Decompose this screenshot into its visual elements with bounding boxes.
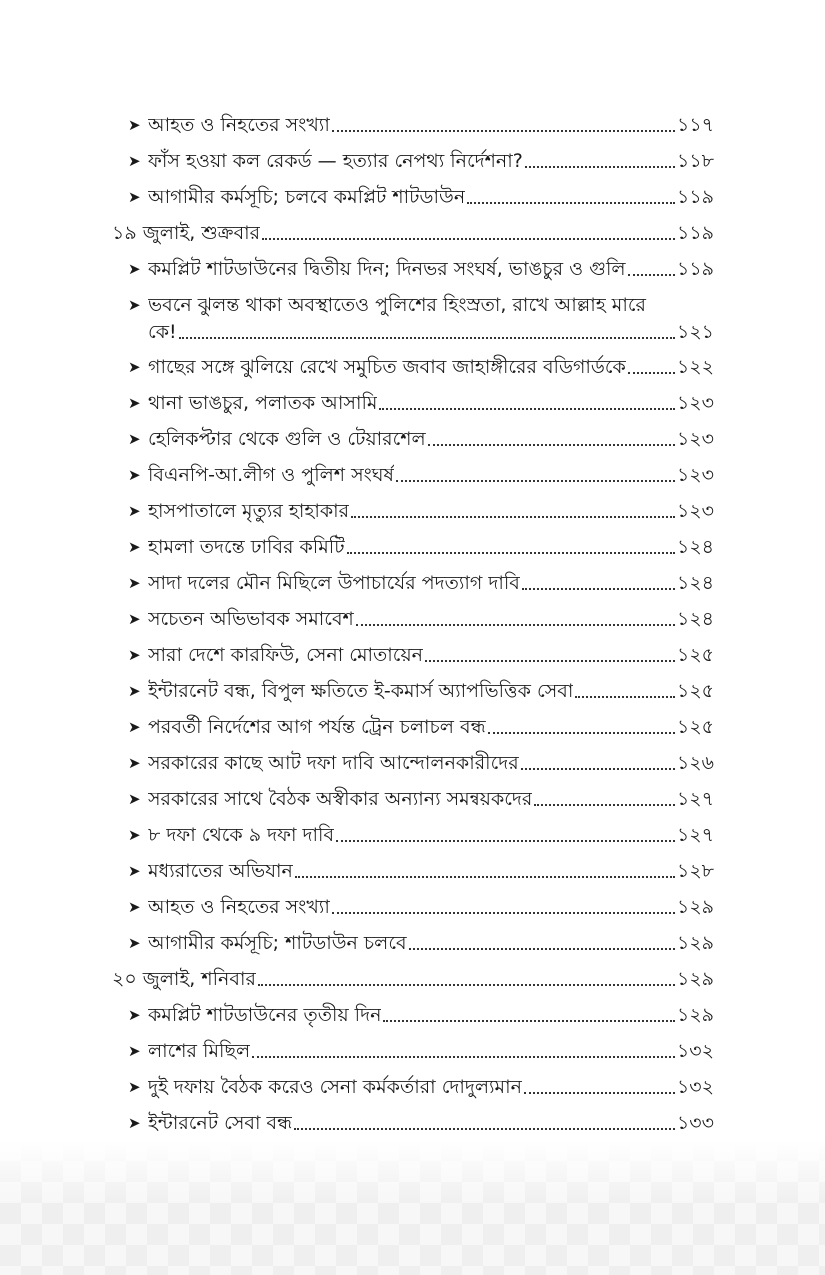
toc-page-number: ১১৮ [677, 150, 714, 172]
toc-entry-title: ৮ দফা থেকে ৯ দফা দাবি [148, 824, 335, 846]
dotted-leader [252, 1055, 675, 1058]
arrow-bullet-icon: ➤ [128, 898, 141, 916]
toc-entry [112, 498, 714, 525]
toc-entry-title: গাছের সঙ্গে ঝুলিয়ে রেখে সমুচিত জবাব জাহাঙ্গীরের বডিগার্ডকে [148, 356, 626, 378]
toc-entry [112, 642, 714, 669]
arrow-bullet-icon: ➤ [128, 502, 141, 520]
toc-page-number: ১২২ [676, 356, 714, 378]
toc-entry-title: সরকারের কাছে আট দফা দাবি আন্দোলনকারীদের [148, 752, 519, 774]
dotted-leader [522, 587, 675, 590]
dotted-leader [383, 1019, 675, 1022]
arrow-bullet-icon: ➤ [128, 862, 141, 880]
dotted-leader [262, 237, 675, 240]
toc-page-number: ১২৯ [676, 968, 714, 990]
toc-day-title: ২০ জুলাই, শনিবার [112, 968, 256, 990]
toc-entry-title: হামলা তদন্তে ঢাবির কমিটি [148, 536, 345, 558]
toc-entry-title: সাদা দলের মৌন মিছিলে উপাচার্যের পদত্যাগ দাবি [148, 572, 520, 594]
toc-page-number: ১২৫ [676, 716, 714, 738]
dotted-leader [628, 273, 675, 276]
dotted-leader [525, 165, 675, 168]
dotted-leader [258, 983, 675, 986]
arrow-bullet-icon: ➤ [128, 1114, 141, 1132]
toc-page-number: ১২৪ [676, 572, 714, 594]
toc-entry-title: ভবনে ঝুলন্ত থাকা অবস্থাতেও পুলিশের হিংস্রতা, রাখে আল্লাহ মারে [148, 294, 646, 316]
toc-entry-title: কমপ্লিট শাটডাউনের দ্বিতীয় দিন; দিনভর সংঘর্ষ, ভাঙচুর ও গুলি [148, 258, 626, 280]
toc-entry [112, 786, 714, 813]
toc-entry [112, 256, 714, 283]
dotted-leader [347, 551, 675, 554]
toc-page-number: ১৩২ [676, 1040, 714, 1062]
toc-page-number: ১২৫ [676, 680, 714, 702]
toc-entry-title: আহত ও নিহতের সংখ্যা [148, 114, 330, 136]
dotted-leader [336, 839, 675, 842]
toc-page-number: ১৩২ [676, 1076, 714, 1098]
toc-entry-title: হাসপাতালে মৃত্যুর হাহাকার [148, 500, 350, 522]
dotted-leader [396, 479, 675, 482]
dotted-leader [425, 659, 675, 662]
toc-entry [112, 462, 714, 489]
arrow-bullet-icon: ➤ [128, 188, 141, 206]
toc-page-number: ১২৩ [676, 464, 714, 486]
arrow-bullet-icon: ➤ [128, 394, 141, 412]
dotted-leader [524, 1091, 675, 1094]
toc-entry-title: লাশের মিছিল [148, 1040, 251, 1062]
toc-page-number: ১২৭ [676, 788, 714, 810]
arrow-bullet-icon: ➤ [128, 610, 141, 628]
arrow-bullet-icon: ➤ [128, 296, 141, 314]
toc-entry-title: সচেতন অভিভাবক সমাবেশ [148, 608, 354, 630]
arrow-bullet-icon: ➤ [128, 260, 141, 278]
dotted-leader [488, 731, 675, 734]
toc-page-number: ১১৯ [677, 186, 714, 208]
toc-entry-title: হেলিকপ্টার থেকে গুলি ও টেয়ারশেল [148, 428, 426, 450]
arrow-bullet-icon: ➤ [128, 538, 141, 556]
toc-entry [112, 112, 714, 139]
toc-entry [112, 894, 714, 921]
dotted-leader [521, 767, 675, 770]
arrow-bullet-icon: ➤ [128, 718, 141, 736]
toc-entry-title: পরবর্তী নির্দেশের আগ পর্যন্ত ট্রেন চলাচল বন্ধ [148, 716, 486, 738]
arrow-bullet-icon: ➤ [128, 116, 141, 134]
dotted-leader [379, 407, 675, 410]
toc-entry-title: ইন্টারনেট বন্ধ, বিপুল ক্ষতিতে ই-কমার্স অ্যাপভিত্তিক সেবা [148, 680, 574, 702]
toc-entry-title: সারা দেশে কারফিউ, সেনা মোতায়েন [148, 644, 423, 666]
toc-page-number: ১২৬ [676, 752, 714, 774]
arrow-bullet-icon: ➤ [128, 1078, 141, 1096]
toc-entry [112, 292, 714, 346]
dotted-leader [332, 129, 675, 132]
arrow-bullet-icon: ➤ [128, 790, 141, 808]
toc-entry [112, 858, 714, 885]
dotted-leader [628, 371, 675, 374]
toc-entry-title-continued: কে! [148, 321, 177, 343]
toc-day-title: ১৯ জুলাই, শুক্রবার [112, 222, 261, 244]
arrow-bullet-icon: ➤ [128, 152, 141, 170]
dotted-leader [294, 1127, 675, 1130]
toc-page-number: ১২৮ [676, 860, 714, 882]
toc-entry [112, 822, 714, 849]
toc-entry [112, 570, 714, 597]
footer-pattern-fade [0, 1140, 825, 1205]
toc-page-number: ১২৩ [676, 392, 714, 414]
dotted-leader [351, 515, 675, 518]
toc-page-number: ১২৯ [676, 896, 714, 918]
toc-page-number: ১৩৩ [676, 1112, 714, 1134]
dotted-leader [409, 947, 675, 950]
arrow-bullet-icon: ➤ [128, 646, 141, 664]
toc-page-number: ১২৩ [676, 500, 714, 522]
toc-entry [112, 930, 714, 957]
toc-entry-title: থানা ভাঙচুর, পলাতক আসামি [148, 392, 378, 414]
arrow-bullet-icon: ➤ [128, 574, 141, 592]
toc-page-number: ১২১ [676, 321, 714, 343]
toc-entry-title: আগামীর কর্মসূচি; শাটডাউন চলবে [148, 932, 407, 954]
toc-page-number: ১১৯ [677, 222, 714, 244]
dotted-leader [356, 623, 675, 626]
toc-entry-title: কমপ্লিট শাটডাউনের তৃতীয় দিন [148, 1004, 382, 1026]
dotted-leader [428, 443, 675, 446]
toc-page-number: ১২৪ [676, 536, 714, 558]
toc-entry [112, 714, 714, 741]
toc-entry [112, 606, 714, 633]
toc-entry [112, 678, 714, 705]
toc-day-heading [112, 966, 714, 993]
toc-entry-title: আহত ও নিহতের সংখ্যা [148, 896, 330, 918]
dotted-leader [534, 803, 675, 806]
toc-page-number: ১২৫ [676, 644, 714, 666]
toc-entry [112, 534, 714, 561]
dotted-leader [575, 695, 675, 698]
toc-entry [112, 390, 714, 417]
dotted-leader [179, 336, 675, 339]
toc-page-number: ১২৪ [676, 608, 714, 630]
toc-entry [112, 354, 714, 381]
dotted-leader [332, 911, 675, 914]
table-of-contents [112, 112, 714, 1146]
toc-entry-title: দুই দফায় বৈঠক করেও সেনা কর্মকর্তারা দোদুল্যমান [148, 1076, 522, 1098]
toc-entry-title: ইন্টারনেট সেবা বন্ধ [148, 1112, 293, 1134]
arrow-bullet-icon: ➤ [128, 1042, 141, 1060]
arrow-bullet-icon: ➤ [128, 682, 141, 700]
toc-entry-title: সরকারের সাথে বৈঠক অস্বীকার অন্যান্য সমন্বয়কদের [148, 788, 533, 810]
toc-page-number: ১২৯ [676, 932, 714, 954]
arrow-bullet-icon: ➤ [128, 826, 141, 844]
toc-entry [112, 426, 714, 453]
dotted-leader [467, 201, 675, 204]
toc-page-number: ১২৯ [676, 1004, 714, 1026]
arrow-bullet-icon: ➤ [128, 430, 141, 448]
toc-entry-title: আগামীর কর্মসূচি; চলবে কমপ্লিট শাটডাউন [148, 186, 466, 208]
toc-entry [112, 1110, 714, 1137]
toc-entry [112, 1074, 714, 1101]
toc-day-heading [112, 220, 714, 247]
toc-entry [112, 148, 714, 175]
arrow-bullet-icon: ➤ [128, 466, 141, 484]
arrow-bullet-icon: ➤ [128, 754, 141, 772]
arrow-bullet-icon: ➤ [128, 934, 141, 952]
toc-page-number: ১২৭ [676, 824, 714, 846]
arrow-bullet-icon: ➤ [128, 358, 141, 376]
toc-page-number: ১২৩ [676, 428, 714, 450]
arrow-bullet-icon: ➤ [128, 1006, 141, 1024]
dotted-leader [295, 875, 675, 878]
toc-page-number: ১১৭ [676, 114, 714, 136]
toc-entry-title: বিএনপি-আ.লীগ ও পুলিশ সংঘর্ষ [148, 464, 395, 486]
toc-entry-title: মধ্যরাতের অভিযান [148, 860, 293, 882]
toc-page-number: ১১৯ [677, 258, 714, 280]
toc-entry [112, 184, 714, 211]
toc-entry [112, 750, 714, 777]
toc-entry [112, 1038, 714, 1065]
toc-entry-title: ফাঁস হওয়া কল রেকর্ড — হত্যার নেপথ্য নির্দেশনা? [148, 150, 523, 172]
toc-entry [112, 1002, 714, 1029]
